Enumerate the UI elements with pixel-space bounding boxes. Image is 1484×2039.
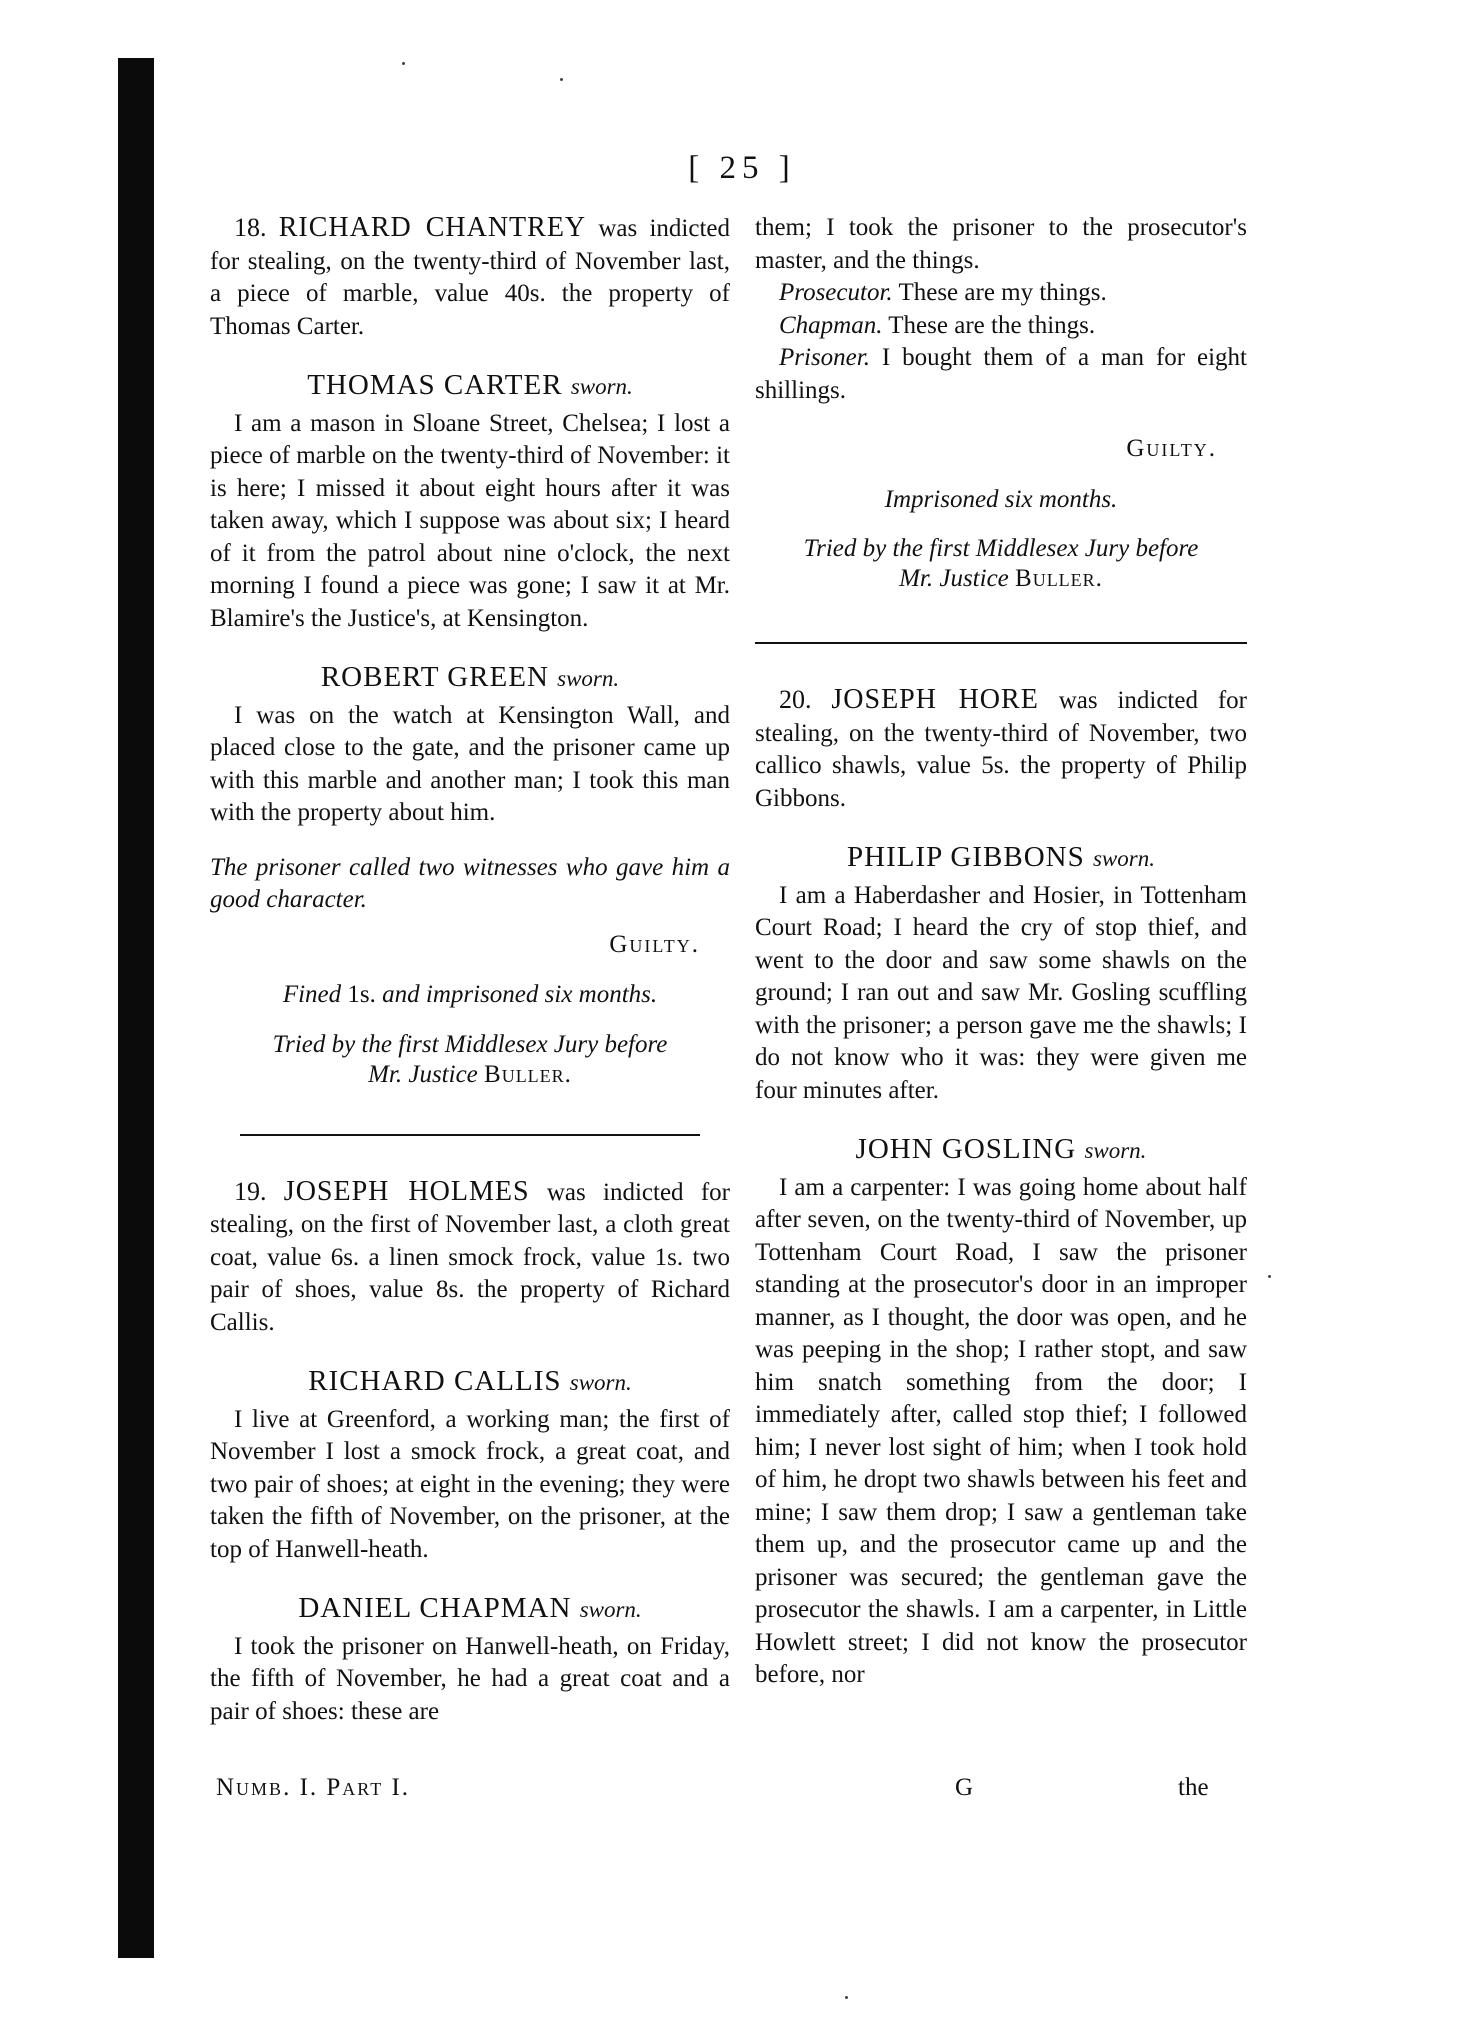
witness-testimony: I am a carpenter: I was going home about half after seven, on the twenty-third of November, up Tottenham Court Road, I saw the prisoner standing at the prosecutor's door in an improper manner, as I thought, the door was open, and he was peeping in the shop; I rather stopt, and saw him snatch something from the door; I immediately after, called stop thief; I followed him; I never lost sight of him; when I took hold of him, he dropt two shawls between his feet and mine; I saw them drop; I saw a gentleman take them up, and the prosecutor came up and the prisoner was secured; the gentleman gave the prosecutor the shawls. I am a carpenter, in Little Howlett street; I did not know the prosecutor before, nor [755, 1173, 1247, 1688]
witness-testimony: I took the prisoner on Hanwell-heath, on Friday, the fifth of November, he had a great coat and a pair of shoes: these are [210, 1632, 730, 1725]
witness-testimony: I live at Greenford, a working man; the first of November I lost a smock frock, a great coat, and two pair of shoes; at eight in the evening; they were taken the fifth of November, on the prisoner, at the top of Hanwell-heath. [210, 1405, 730, 1563]
defendant-name: RICHARD CHANTREY [278, 212, 587, 243]
case-19-indictment: 19. JOSEPH HOLMES was indicted for stealing, on the first of November last, a cloth great coat, value 6s. a linen smock frock, value 1s. two pair of shoes, value 8s. the property of Richard Callis. [210, 1175, 730, 1336]
defence-note: The prisoner called two witnesses who gave him a good character. [210, 853, 730, 913]
ink-speck [402, 62, 405, 65]
signature-line: Numb. I. Part I. [216, 1774, 411, 1801]
defendant-name: JOSEPH HOLMES [283, 1175, 530, 1207]
case-divider [240, 1134, 700, 1136]
trial-note: Tried by the first Middlesex Jury before Mr. Justice Buller. [803, 535, 1199, 592]
trial-note: Tried by the first Middlesex Jury before Mr. Justice Buller. [272, 1030, 668, 1088]
case-20-indictment: 20. JOSEPH HORE was indicted for stealing, on the twenty-third of November, two callico shawls, value 5s. the property of Philip Gibbons. [755, 684, 1247, 812]
verdict: Guilty. [1126, 435, 1217, 462]
sentence: Imprisoned six months. [884, 485, 1118, 513]
witness-heading: PHILIP GIBBONS sworn. [847, 841, 1155, 873]
witness-testimony: I am a Haberdasher and Hosier, in Tottenham Court Road; I heard the cry of stop thief, and went to the door and saw some shawls on the ground; I ran out and saw Mr. Gosling scuffling with the prisoner; a person gave me the shawls; I do not know who it was: they were given me four minutes after. [755, 881, 1247, 1104]
case-divider [755, 642, 1247, 644]
witness-heading: THOMAS CARTER sworn. [307, 369, 633, 401]
ink-speck [845, 1996, 848, 1999]
binding-edge [118, 58, 154, 1958]
sentence: Fined 1s. and imprisoned six months. [282, 981, 658, 1008]
verdict: Guilty. [609, 930, 700, 958]
witness-testimony: I am a mason in Sloane Street, Chelsea; I lost a piece of marble on the twenty-third of November: it is here; I missed it about eight hours after it was taken away, which I suppose was about six; I heard of it from the patrol about nine o'clock, the next morning I found a piece was gone; I saw it at Mr. Blamire's the Justice's, at Kensington. [210, 409, 730, 632]
witness-heading: RICHARD CALLIS sworn. [308, 1365, 632, 1397]
defendant-name: JOSEPH HORE [831, 684, 1039, 715]
signature-mark: G [955, 1774, 974, 1801]
witness-heading: DANIEL CHAPMAN sworn. [298, 1592, 642, 1624]
right-column [755, 212, 1247, 1692]
dialogue-line: Prosecutor. These are my things. [779, 279, 1107, 306]
page-number: [ 25 ] [688, 150, 796, 186]
dialogue-line: Chapman. These are the things. [779, 311, 1096, 339]
witness-heading: ROBERT GREEN sworn. [320, 661, 620, 693]
witness-heading: JOHN GOSLING sworn. [855, 1133, 1147, 1165]
left-column [210, 212, 730, 1728]
catchword: the [1178, 1774, 1209, 1801]
witness-testimony: I was on the watch at Kensington Wall, and placed close to the gate, and the prisoner came up with this marble and another man; I took this man with the property about him. [210, 701, 730, 826]
case-18-indictment: 18. RICHARD CHANTREY was indicted for stealing, on the twenty-third of November last, a piece of marble, value 40s. the property of Thomas Carter. [210, 212, 730, 340]
dialogue-line: Prisoner. I bought them of a man for eight shillings. [755, 344, 1247, 404]
ink-speck [1268, 1275, 1271, 1278]
ink-speck [560, 78, 563, 81]
testimony-continuation: them; I took the prisoner to the prosecutor's master, and the things. [755, 214, 1247, 274]
